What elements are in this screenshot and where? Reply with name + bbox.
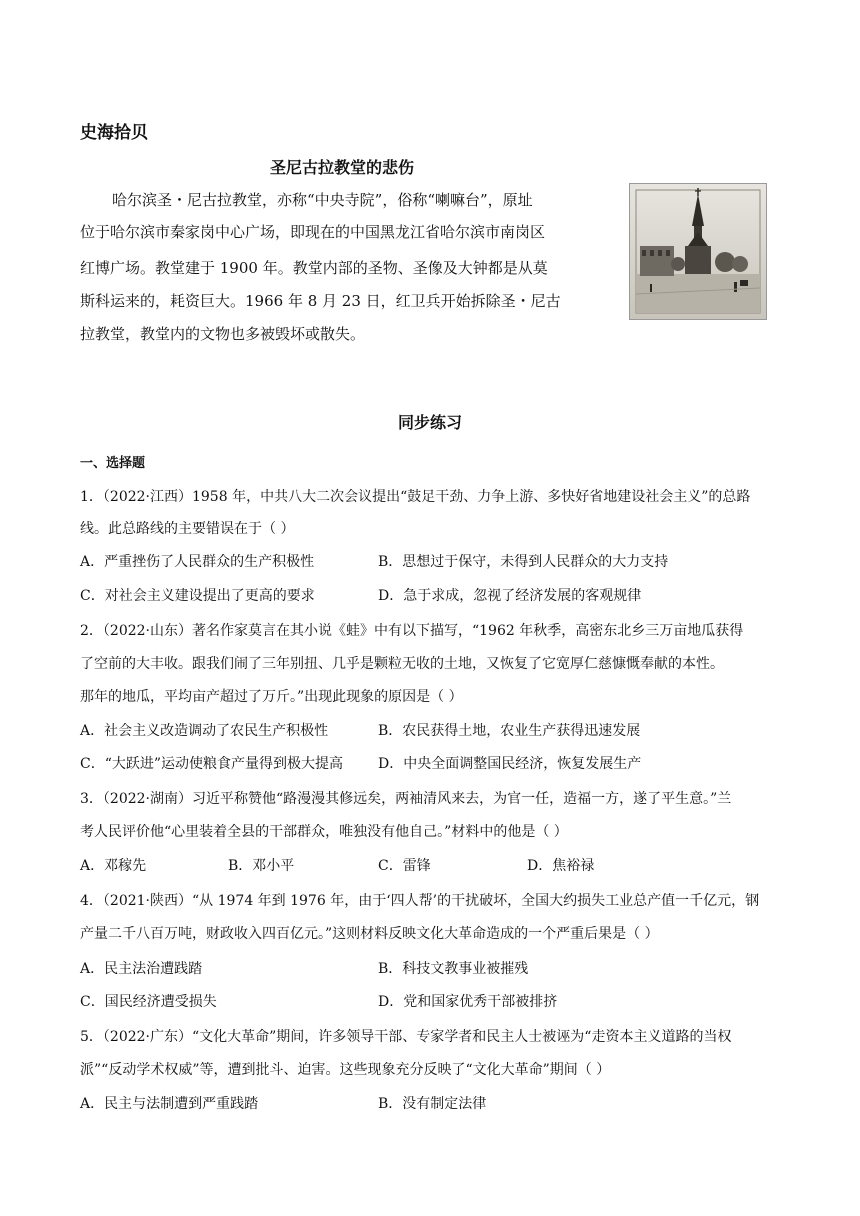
church-photo xyxy=(629,183,767,320)
question-5-line-2: 派”“反动学术权威”等，遭到批斗、迫害。这些现象充分反映了“文化大革命”期间（ ） xyxy=(80,1062,611,1078)
question-1-line-1: 1．（2022·江西）1958 年，中共八大二次会议提出“鼓足干劲、力争上游、多快好省地建设社会主义”的总路 xyxy=(80,489,751,505)
question-5-option-a[interactable]: A．民主与法制遭到严重践踏 xyxy=(80,1096,259,1112)
article-line-3: 红博广场。教堂建于 1900 年。教堂内部的圣物、圣像及大钟都是从莫 xyxy=(80,259,548,277)
question-4-option-c[interactable]: C．国民经济遭受损失 xyxy=(80,994,217,1010)
article-line-4: 斯科运来的，耗资巨大。1966 年 8 月 23 日，红卫兵开始拆除圣・尼古 xyxy=(80,292,561,310)
question-2-option-b[interactable]: B．农民获得土地，农业生产获得迅速发展 xyxy=(378,723,641,739)
question-4-option-d[interactable]: D．党和国家优秀干部被排挤 xyxy=(378,994,558,1010)
question-1-option-c[interactable]: C．对社会主义建设提出了更高的要求 xyxy=(80,588,315,604)
question-3-option-a[interactable]: A．邓稼先 xyxy=(80,858,147,874)
question-4-option-b[interactable]: B．科技文教事业被摧残 xyxy=(378,961,529,977)
question-2-line-2: 了空前的大丰收。跟我们闹了三年别扭、几乎是颗粒无收的土地，又恢复了它宽厚仁慈慷慨奉献的本性。 xyxy=(80,656,724,672)
article-line-1: 哈尔滨圣・尼古拉教堂，亦称“中央寺院”，俗称“喇嘛台”，原址 xyxy=(112,191,533,209)
question-4-line-1: 4．（2021·陕西）“从 1974 年到 1976 年，由于‘四人帮’的干扰破坏，全国大约损失工业总产值一千亿元，钢 xyxy=(80,893,760,909)
question-3-line-2: 考人民评价他“心里装着全县的干部群众，唯独没有他自己。”材料中的他是（ ） xyxy=(80,824,568,840)
question-1-option-d[interactable]: D．急于求成，忽视了经济发展的客观规律 xyxy=(378,588,642,604)
question-4-option-a[interactable]: A．民主法治遭践踏 xyxy=(80,961,203,977)
question-4-line-2: 产量二千八百万吨，财政收入四百亿元。”这则材料反映文化大革命造成的一个严重后果是（ ） xyxy=(80,926,659,942)
article-line-5: 拉教堂，教堂内的文物也多被毁坏或散失。 xyxy=(80,325,366,343)
article-title: 圣尼古拉教堂的悲伤 xyxy=(270,158,415,177)
question-1-option-a[interactable]: A．严重挫伤了人民群众的生产积极性 xyxy=(80,554,315,570)
question-3-option-d[interactable]: D．焦裕禄 xyxy=(527,858,595,874)
subsection-heading: 一、选择题 xyxy=(80,456,146,471)
question-2-line-3: 那年的地瓜，平均亩产超过了万斤。”出现此现象的原因是（ ） xyxy=(80,689,463,705)
question-2-line-1: 2．（2022·山东）著名作家莫言在其小说《蛙》中有以下描写，“1962 年秋季，高密东北乡三万亩地瓜获得 xyxy=(80,623,744,639)
section-heading: 史海拾贝 xyxy=(80,123,148,143)
question-1-option-b[interactable]: B．思想过于保守，未得到人民群众的大力支持 xyxy=(378,554,669,570)
question-1-line-2: 线。此总路线的主要错误在于（ ） xyxy=(80,521,295,537)
question-5-line-1: 5．（2022·广东）“文化大革命”期间，许多领导干部、专家学者和民主人士被诬为“走资本主义道路的当权 xyxy=(80,1029,732,1045)
question-2-option-d[interactable]: D．中央全面调整国民经济，恢复发展生产 xyxy=(378,756,642,772)
question-3-option-b[interactable]: B．邓小平 xyxy=(228,858,295,874)
question-5-option-b[interactable]: B．没有制定法律 xyxy=(378,1096,487,1112)
question-3-line-1: 3．（2022·湖南）习近平称赞他“路漫漫其修远矣，两袖清风来去，为官一任，造福一方，遂了平生意。”兰 xyxy=(80,791,732,807)
question-2-option-a[interactable]: A．社会主义改造调动了农民生产积极性 xyxy=(80,723,329,739)
question-2-option-c[interactable]: C．“大跃进”运动使粮食产量得到极大提高 xyxy=(80,756,344,772)
practice-title: 同步练习 xyxy=(398,413,463,432)
question-3-option-c[interactable]: C．雷锋 xyxy=(378,858,431,874)
article-line-2: 位于哈尔滨市秦家岗中心广场，即现在的中国黑龙江省哈尔滨市南岗区 xyxy=(80,223,546,241)
